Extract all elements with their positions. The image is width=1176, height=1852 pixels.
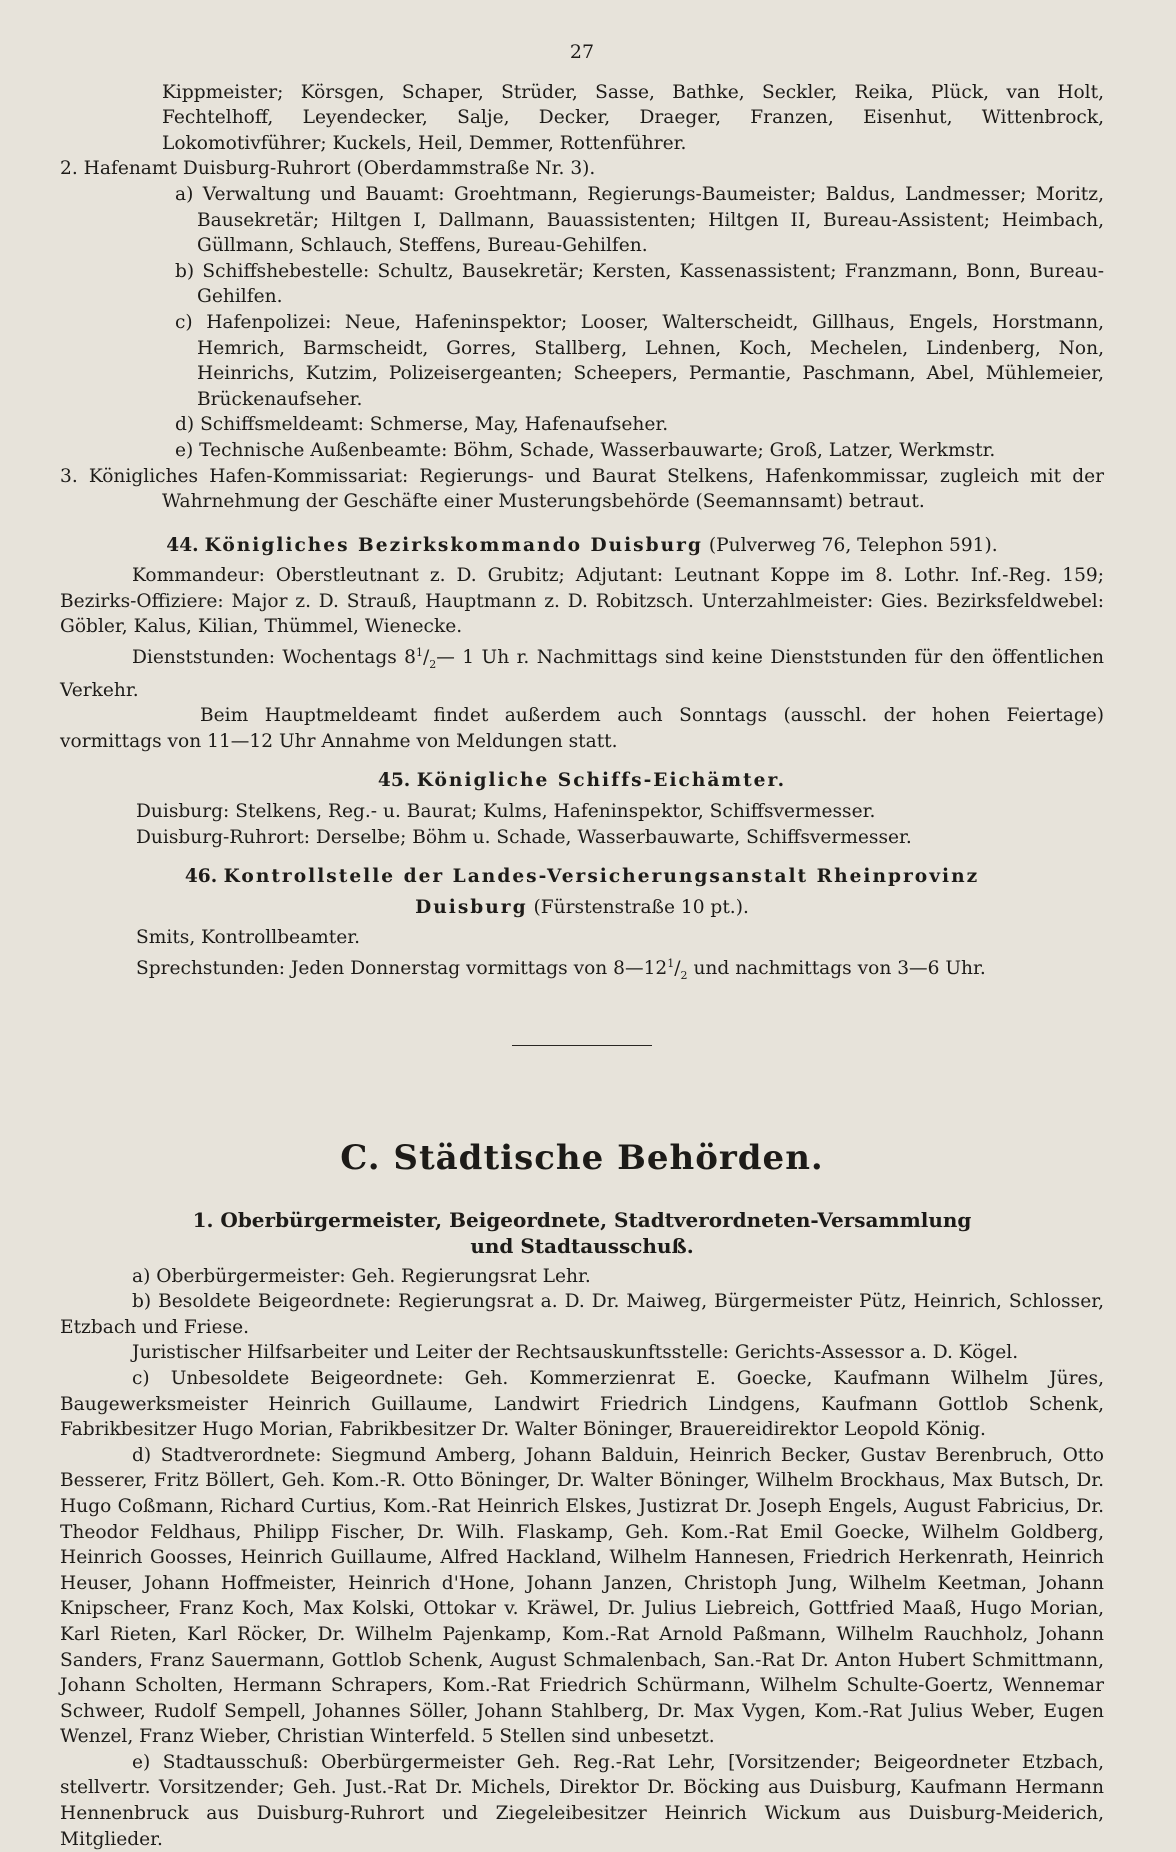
continuation-paragraph: Kippmeister; Körsgen, Schaper, Strüder, Sasse, Bathke, Seckler, Reika, Plück, van Holt, Fechtelhoff, Leyendecker, Salje, Decker, Draeger, Franzen, Eisenhut, Wittenbrock, Lokomotivführer; Kuckels, Heil, Demmer, Rottenführer. [162,81,1104,154]
section-45-title: Königliche Schiffs-Eichämter. [416,770,787,792]
section-44-registration-note: Beim Hauptmeldeamt findet außerdem auch Sonntags (ausschl. der hohen Feiertage) vormittags von 11—12 Uhr Annahme von Meldungen statt. [60,705,1104,752]
item-stadtausschuss: e) Stadtausschuß: Oberbürgermeister Geh. Reg.-Rat Lehr, [Vorsitzender; Beigeordneter Etzbach, stellvertr. Vorsitzender; Geh. Just.-Rat Dr. Michels, Direktor Dr. Böcking aus Duisburg, Kaufmann Hermann Hennenbruck aus Duisburg-Ruhrort und Ziegeleibesitzer Heinrich Wickum aus Duisburg-Meiderich, Mitglieder. [60,1751,1104,1850]
section-c-title: C. Städtische Behörden. [340,1138,824,1179]
item-juristischer-hilfsarbeiter: Juristischer Hilfsarbeiter und Leiter der Rechtsauskunftsstelle: Gerichts-Assessor a. D. Kögel. [132,1342,1019,1364]
item-hafenamt: 2. Hafenamt Duisburg-Ruhrort (Oberdammstraße Nr. 3). [60,158,596,180]
section-46-heading-line2 [60,895,1104,921]
item-stadtverordnete: d) Stadtverordnete: Siegmund Amberg, Johann Balduin, Heinrich Becker, Gustav Berenbruch, Otto Besserer, Fritz Böllert, Geh. Kom.-R. Otto Böninger, Dr. Walter Böninger, Wilhelm Brockhaus, Max Butsch, Dr. Hugo Coßmann, Richard Curtius, Kom.-Rat Heinrich Elskes, Justizrat Dr. Joseph Engels, August Fabricius, Dr. Theodor Feldhaus, Philipp Fischer, Dr. Wilh. Flaskamp, Geh. Kom.-Rat Emil Goecke, Wilhelm Goldberg, Heinrich Goosses, Heinrich Guillaume, Alfred Hackland, Wilhelm Hannesen, Friedrich Herkenrath, Heinrich Heuser, Johann Hoffmeister, Heinrich d'Hone, Johann Janzen, Christoph Jung, Wilhelm Keetman, Johann Knipscheer, Franz Koch, Max Kolski, Ottokar v. Kräwel, Dr. Julius Liebreich, Gottfried Maaß, Hugo Morian, Karl Rieten, Karl Röcker, Dr. Wilhelm Pajenkamp, Kom.-Rat Arnold Paßmann, Wilhelm Rauchholz, Johann Sanders, Franz Sauermann, Gottlob Schenk, August Schmalenbach, San.-Rat Dr. Anton Hubert Schmittmann, Johann Scholten, Hermann Schrapers, Kom.-Rat Friedrich Schürmann, Wilhelm Schulte-Goertz, Wennemar Schweer, Rudolf Sempell, Johannes Söller, Johann Stahlberg, Dr. Max Vygen, Kom.-Rat Julius Weber, Eugen Wenzel, Franz Wieber, Christian Winterfeld. 5 Stellen sind unbesetzt. [60,1444,1104,1748]
section-44-office-hours: Dienststunden: Wochentags $8^1/_2—$ 1 Uh r. Nachmittags sind keine Dienststunden für den öffentlichen Verkehr. [60,646,1104,701]
section-45-ruhrort: Duisburg-Ruhrort: Derselbe; Böhm u. Schade, Wasserbauwarte, Schiffsvermesser. [136,826,912,848]
section-45-number: 45. [377,770,411,792]
subsection-1-heading: 1. Oberbürgermeister, Beigeordnete, Stadtverordneten-Versammlung [192,1208,972,1233]
section-46-address: (Fürstenstraße 10 pt.). [533,896,749,918]
item-schiffsmeldeamt: d) Schiffsmeldeamt: Schmerse, May, Hafenaufseher. [175,414,669,436]
section-44-number: 44. [166,534,199,556]
section-46-number: 46. [184,866,218,888]
section-46-city: Duisburg [415,896,528,918]
page-number: 27 [569,41,595,63]
section-46-officer: Smits, Kontrollbeamter. [136,927,361,949]
section-45-duisburg: Duisburg: Stelkens, Reg.- u. Baurat; Kulms, Hafeninspektor, Schiffsvermesser. [136,800,876,822]
section-divider-rule [512,1045,652,1046]
item-unbesoldete-beigeordnete: c) Unbesoldete Beigeordnete: Geh. Kommerzienrat E. Goecke, Kaufmann Wilhelm Jüres, Baugewerksmeister Heinrich Guillaume, Landwirt Friedrich Lindgens, Kaufmann Gottlob Schenk, Fabrikbesitzer Hugo Morian, Fabrikbesitzer Dr. Walter Böninger, Brauereidirektor Leopold König. [60,1367,1104,1441]
section-44-heading [60,533,1104,559]
item-besoldete-beigeordnete: b) Besoldete Beigeordnete: Regierungsrat a. D. Dr. Maiweg, Bürgermeister Pütz, Heinrich, Schlosser, Etzbach und Friese. [60,1291,1104,1338]
item-schiffshebestelle: b) Schiffshebestelle: Schultz, Bausekretär; Kersten, Kassenassistent; Franzmann, Bonn, Bureau-Gehilfen. [175,260,1104,308]
item-technische-aussenbeamte: e) Technische Außenbeamte: Böhm, Schade, Wasserbauwarte; Groß, Latzer, Werkmstr. [175,439,996,461]
section-44-title: Königliches Bezirkskommando Duisburg [204,534,703,556]
section-46-title: Kontrollstelle der Landes-Versicherungsanstalt Rheinprovinz [223,866,980,888]
section-46-office-hours: Sprechstunden: Jeden Donnerstag vormittags von $8—12^1/_2$ und nachmittags von 3—6 Uhr. [136,956,986,982]
subsection-1-heading-line2: und Stadtausschuß. [470,1234,694,1258]
section-46-heading [60,864,1104,890]
section-45-heading [60,768,1104,794]
item-oberbuergermeister: a) Oberbürgermeister: Geh. Regierungsrat Lehr. [132,1265,591,1287]
item-hafenpolizei: c) Hafenpolizei: Neue, Hafeninspektor; Looser, Walterscheidt, Gillhaus, Engels, Horstmann, Hemrich, Barmscheidt, Gorres, Stallberg, Lehnen, Koch, Mechelen, Lindenberg, Non, Heinrichs, Kutzim, Polizeisergeanten; Scheepers, Permantie, Paschmann, Abel, Mühlemeier, Brückenaufseher. [175,311,1104,410]
item-verwaltung-bauamt: a) Verwaltung und Bauamt: Groehtmann, Regierungs-Baumeister; Baldus, Landmesser; Moritz, Bausekretär; Hiltgen I, Dallmann, Bauassistenten; Hiltgen II, Bureau-Assistent; Heimbach, Güllmann, Schlauch, Steffens, Bureau-Gehilfen. [175,183,1104,257]
section-44-staff: Kommandeur: Oberstleutnant z. D. Grubitz; Adjutant: Leutnant Koppe im 8. Lothr. Inf.-Reg. 159; Bezirks-Offiziere: Major z. D. Strauß, Hauptmann z. D. Robitzsch. Unterzahlmeister: Gies. Bezirksfeldwebel: Göbler, Kalus, Kilian, Thümmel, Wienecke. [60,565,1104,638]
item-hafen-kommissariat: 3. Königliches Hafen-Kommissariat: Regierungs- und Baurat Stelkens, Hafenkommissar, zugleich mit der Wahrnehmung der Geschäfte einer Musterungsbehörde (Seemannsamt) betraut. [60,465,1104,513]
section-44-address: (Pulverweg 76, Telephon 591). [708,534,998,556]
